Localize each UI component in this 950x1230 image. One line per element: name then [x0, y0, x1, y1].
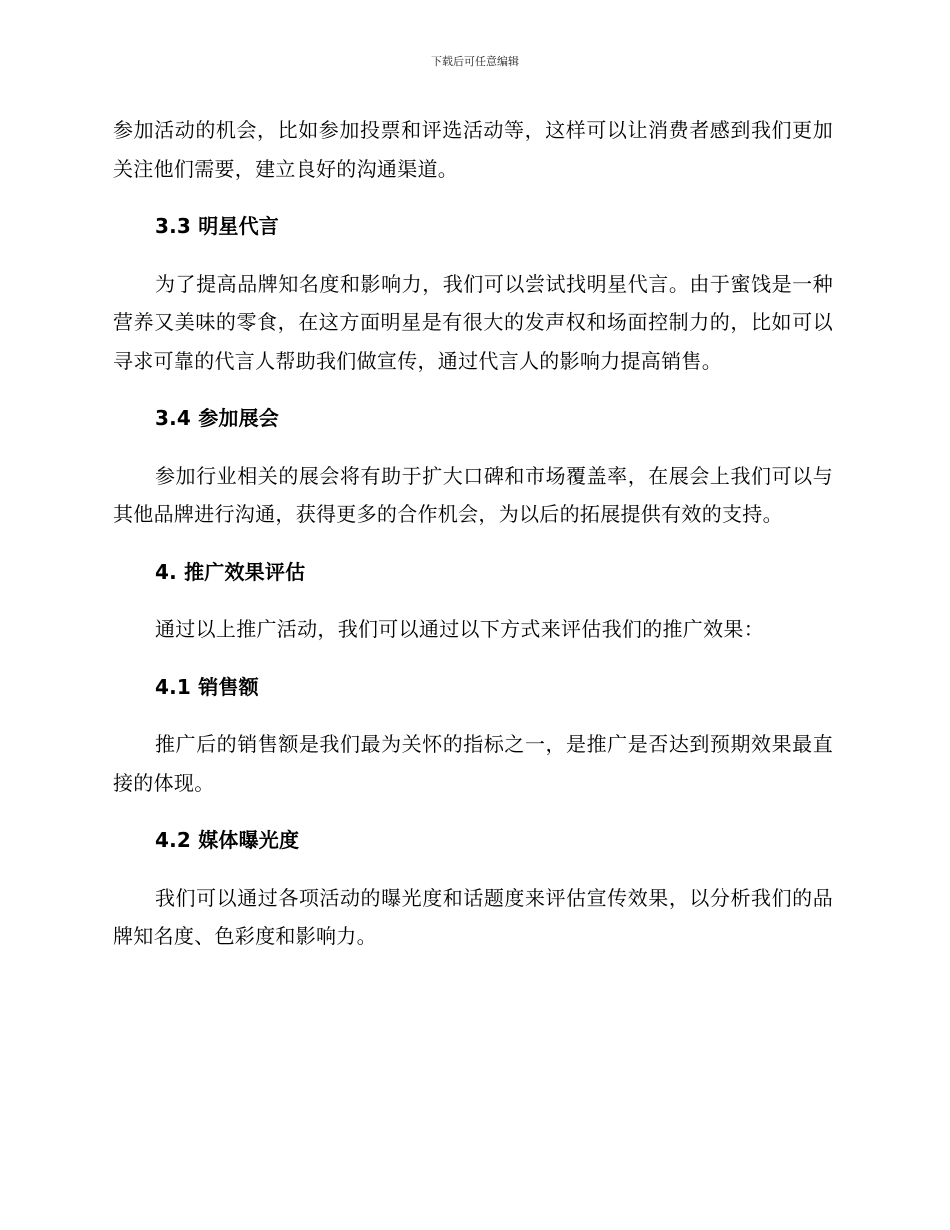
paragraph-celebrity-endorsement: 为了提高品牌知名度和影响力，我们可以尝试找明星代言。由于蜜饯是一种营养又美味的零食，在这方面明星是有很大的发声权和场面控制力的，比如可以寻求可靠的代言人帮助我们做宣传，通过代言人的影响力提高销售。 — [113, 271, 833, 373]
section-heading-3-3: 3.3 明星代言 — [155, 214, 279, 238]
paragraph-exhibition: 参加行业相关的展会将有助于扩大口碑和市场覆盖率，在展会上我们可以与其他品牌进行沟通，获得更多的合作机会，为以后的拓展提供有效的支持。 — [113, 463, 833, 526]
section-heading-4: 4. 推广效果评估 — [155, 559, 306, 584]
paragraph-continued: 参加活动的机会，比如参加投票和评选活动等，这样可以让消费者感到我们更加关注他们需要，建立良好的沟通渠道。 — [113, 118, 833, 181]
paragraph-sales: 推广后的销售额是我们最为关怀的指标之一，是推广是否达到预期效果最直接的体现。 — [113, 732, 833, 795]
page-header-note: 下载后可任意编辑 — [431, 55, 519, 68]
section-heading-3-4: 3.4 参加展会 — [155, 406, 279, 430]
document-body — [113, 111, 833, 956]
section-heading-4-1: 4.1 销售额 — [155, 674, 259, 699]
section-heading-4-2: 4.2 媒体曝光度 — [155, 828, 300, 852]
paragraph-media-exposure: 我们可以通过各项活动的曝光度和话题度来评估宣传效果，以分析我们的品牌知名度、色彩度和影响力。 — [113, 885, 833, 948]
paragraph-evaluation-intro: 通过以上推广活动，我们可以通过以下方式来评估我们的推广效果： — [155, 617, 764, 641]
